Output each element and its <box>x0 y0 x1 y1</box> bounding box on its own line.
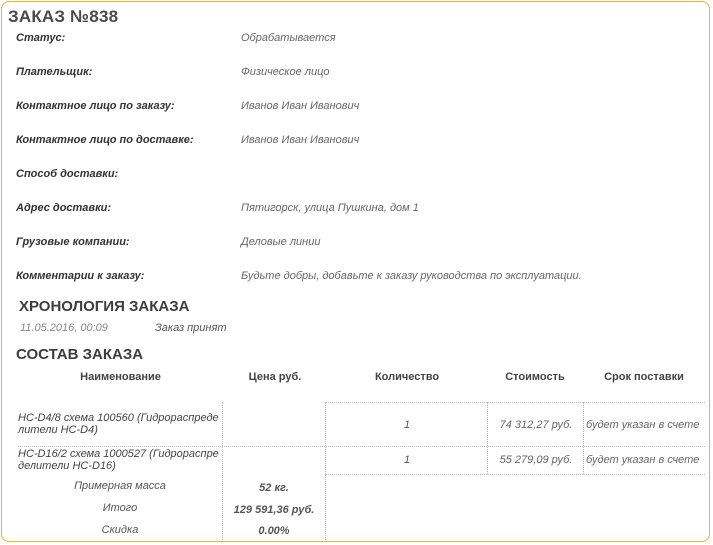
item-name-line: НС-D16/2 схема 1000527 (Гидрораспре <box>18 448 219 460</box>
item-qty: 1 <box>403 419 411 431</box>
info-value: Деловые линии <box>241 236 321 248</box>
info-label: Плательщик: <box>16 66 93 78</box>
grid-line <box>325 474 705 475</box>
item-name-line: делители НС-D16) <box>18 460 116 472</box>
info-row-delivery-address <box>2 202 702 220</box>
summary-discount-label: Скидка <box>101 524 139 536</box>
info-label: Статус: <box>16 32 66 44</box>
header-cost: Стоимость <box>505 371 565 383</box>
info-row-order-contact <box>2 100 702 118</box>
grid-line <box>325 402 326 542</box>
item-delivery: будет указан в счете <box>586 419 700 431</box>
item-cost: 74 312,27 руб. <box>499 419 573 431</box>
summary-discount-value: 0.00% <box>258 525 290 537</box>
item-name-line: НС-D4/8 схема 100560 (Гидрораспреде <box>18 412 219 424</box>
info-row-delivery-method <box>2 168 702 186</box>
info-label: Способ доставки: <box>16 168 119 180</box>
info-value: Будьте добры, добавьте к заказу руководства по эксплуатации. <box>241 270 582 282</box>
summary-mass-value: 52 кг. <box>259 482 289 494</box>
chronology-title: ХРОНОЛОГИЯ ЗАКАЗА <box>19 298 190 315</box>
item-qty: 1 <box>403 454 411 466</box>
info-label: Контактное лицо по заказу: <box>16 100 175 112</box>
chronology-date: 11.05.2016, 00:09 <box>20 322 108 334</box>
info-label: Грузовые компании: <box>16 236 130 248</box>
header-price: Цена руб. <box>248 371 302 383</box>
info-value: Иванов Иван Иванович <box>241 134 360 146</box>
summary-total-label: Итого <box>102 502 138 514</box>
info-label: Контактное лицо по доставке: <box>16 134 194 146</box>
chronology-event: Заказ принят <box>155 322 227 334</box>
info-value: Физическое лицо <box>241 66 330 78</box>
order-panel <box>1 1 710 542</box>
grid-line <box>325 402 705 403</box>
table-row-name <box>18 448 223 472</box>
grid-line <box>18 446 705 447</box>
info-row-comments <box>2 270 702 288</box>
info-label: Адрес доставки: <box>16 202 112 214</box>
header-delivery: Срок поставки <box>604 371 684 383</box>
info-label: Комментарии к заказу: <box>16 270 145 282</box>
info-row-payer <box>2 66 702 84</box>
info-value: Обрабатывается <box>241 32 336 44</box>
info-row-status <box>2 32 702 50</box>
table-row-name <box>18 412 223 436</box>
summary-mass-label: Примерная масса <box>74 480 166 492</box>
info-row-delivery-contact <box>2 134 702 152</box>
info-value: Пятигорск, улица Пушкина, дом 1 <box>241 202 419 214</box>
item-delivery: будет указан в счете <box>586 454 700 466</box>
header-name: Наименование <box>80 371 161 383</box>
info-value: Иванов Иван Иванович <box>241 100 360 112</box>
order-title: ЗАКАЗ №838 <box>8 7 119 26</box>
item-name-line: лители НС-D4) <box>18 424 98 436</box>
header-qty: Количество <box>374 371 440 383</box>
item-cost: 55 279,09 руб. <box>499 454 573 466</box>
composition-title: СОСТАВ ЗАКАЗА <box>16 346 144 363</box>
info-row-cargo-companies <box>2 236 702 254</box>
summary-total-value: 129 591,36 руб. <box>233 504 315 516</box>
